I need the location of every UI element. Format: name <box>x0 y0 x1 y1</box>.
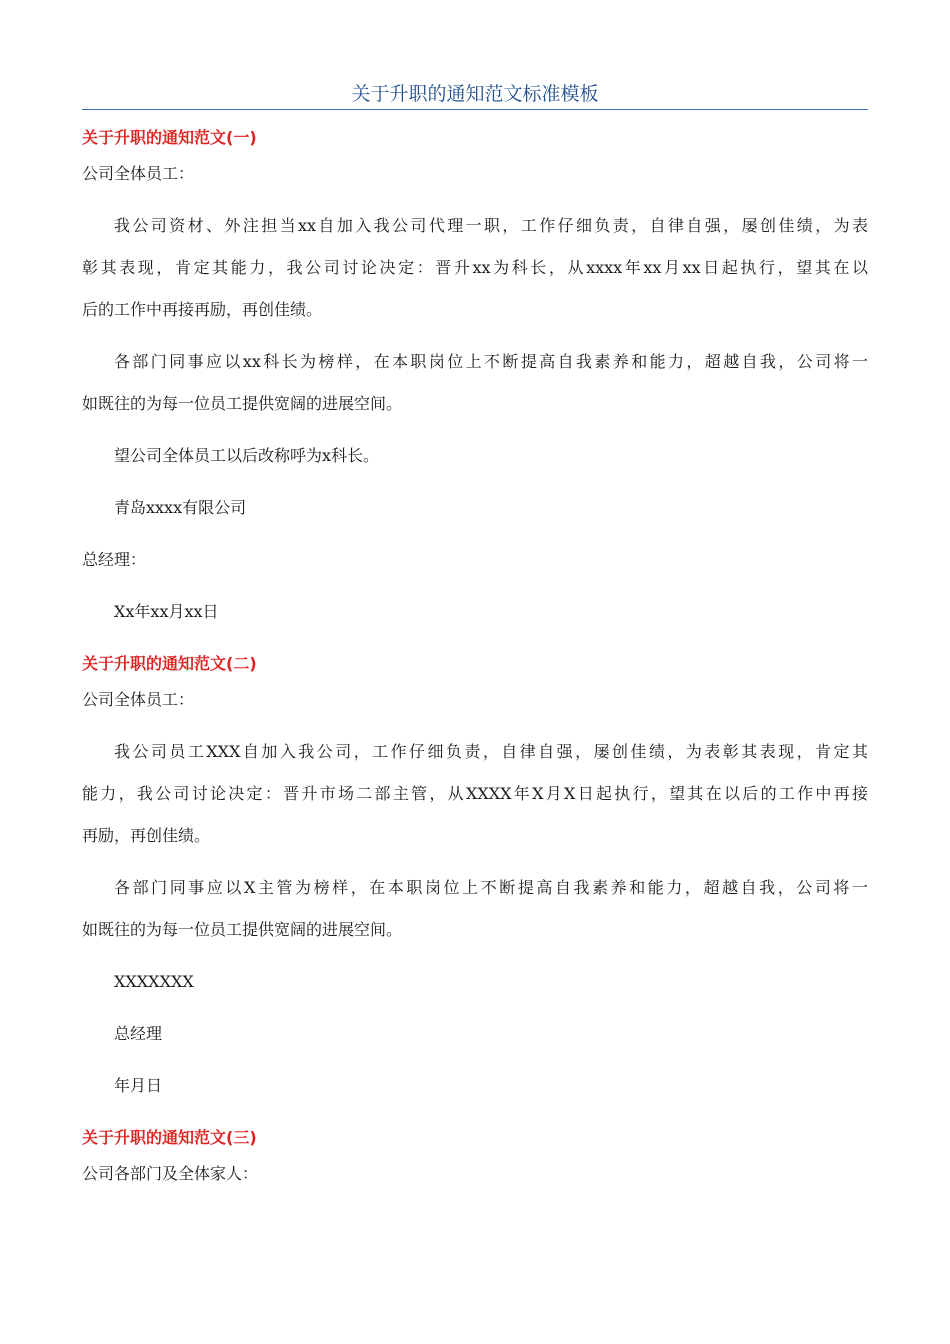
salutation-1: 公司全体员工： <box>82 164 195 183</box>
paragraph-line: 我公司员工XXX自加入我公司，工作仔细负责，自律自强，屡创佳绩，为表彰其表现，肯定其 <box>114 742 868 761</box>
paragraph-line: 后的工作中再接再励，再创佳绩。 <box>82 300 323 319</box>
paragraph-line: 如既往的为每一位员工提供宽阔的进展空间。 <box>82 920 403 939</box>
paragraph-line: 能力，我公司讨论决定：晋升市场二部主管，从XXXX年X月X日起执行，望其在以后的工作中再接 <box>82 784 868 803</box>
date-line: Xx年xx月xx日 <box>114 602 219 621</box>
manager-label: 总经理 <box>114 1024 163 1043</box>
section-heading-2: 关于升职的通知范文(二) <box>82 654 257 673</box>
paragraph-line: 彰其表现，肯定其能力，我公司讨论决定：晋升xx为科长，从xxxx年xx月xx日起执行，望其在以 <box>82 258 868 277</box>
paragraph-line: 我公司资材、外注担当xx自加入我公司代理一职，工作仔细负责，自律自强，屡创佳绩，为表 <box>114 216 868 235</box>
salutation-2: 公司全体员工： <box>82 690 195 709</box>
date-line: 年月日 <box>114 1076 163 1095</box>
manager-label: 总经理： <box>82 550 147 569</box>
paragraph-line: 如既往的为每一位员工提供宽阔的进展空间。 <box>82 394 403 413</box>
section-heading-3: 关于升职的通知范文(三) <box>82 1128 257 1147</box>
document-title: 关于升职的通知范文标准模板 <box>351 83 599 105</box>
paragraph-line: 各部门同事应以xx科长为榜样，在本职岗位上不断提高自我素养和能力，超越自我，公司将一 <box>114 352 868 371</box>
section-heading-1: 关于升职的通知范文(一) <box>82 128 257 147</box>
company-name: 青岛xxxx有限公司 <box>114 498 247 517</box>
title-underline <box>82 109 868 110</box>
paragraph-line: 望公司全体员工以后改称呼为x科长。 <box>114 446 380 465</box>
signer-name: XXXXXXX <box>114 972 194 991</box>
paragraph-line: 各部门同事应以X主管为榜样，在本职岗位上不断提高自我素养和能力，超越自我，公司将一 <box>114 878 868 897</box>
paragraph-line: 再励，再创佳绩。 <box>82 826 211 845</box>
salutation-3: 公司各部门及全体家人： <box>82 1164 259 1183</box>
